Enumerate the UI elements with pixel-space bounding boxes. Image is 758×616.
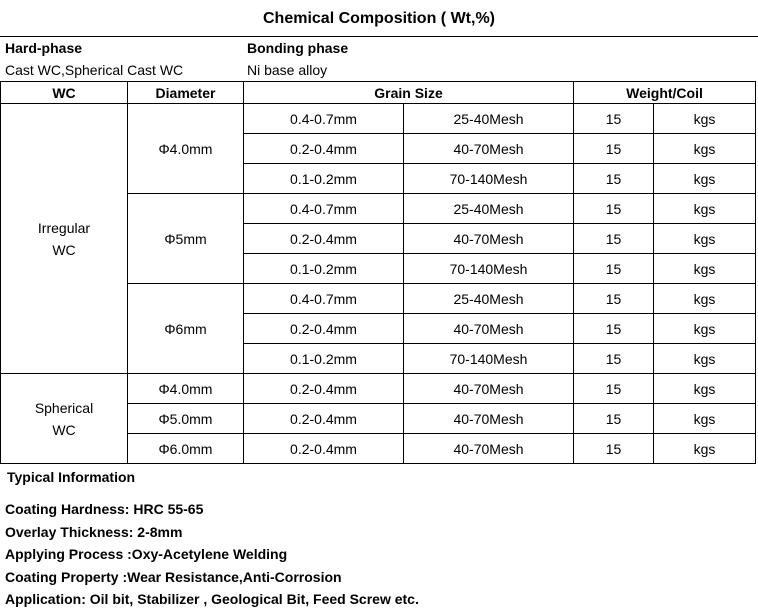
weight-unit-cell: kgs: [654, 104, 756, 134]
header-row: [1, 82, 756, 104]
composition-table: [0, 81, 756, 464]
weight-unit-cell: kgs: [654, 194, 756, 224]
diameter-cell: Φ6.0mm: [128, 434, 244, 464]
bonding-phase-value: Ni base alloy: [247, 62, 328, 78]
grain-size-mesh-cell: 40-70Mesh: [404, 404, 574, 434]
typical-info-line: Applying Process :Oxy-Acetylene Welding: [5, 546, 288, 562]
grain-size-mesh-cell: 40-70Mesh: [404, 314, 574, 344]
typical-info-line: Application: Oil bit, Stabilizer , Geological Bit, Feed Screw etc.: [5, 591, 419, 607]
grain-size-mesh-cell: 70-140Mesh: [404, 254, 574, 284]
weight-unit-cell: kgs: [654, 344, 756, 374]
weight-unit-cell: kgs: [654, 134, 756, 164]
grain-size-mm-cell: 0.2-0.4mm: [244, 134, 404, 164]
wc-type-line: WC: [52, 241, 76, 258]
weight-cell: 15: [574, 314, 654, 344]
hard-phase-value: Cast WC,Spherical Cast WC: [5, 62, 184, 78]
diameter-cell: Φ4.0mm: [128, 374, 244, 404]
grain-size-mesh-cell: 40-70Mesh: [404, 434, 574, 464]
grain-size-mesh-cell: 25-40Mesh: [404, 104, 574, 134]
diameter-cell: Φ5mm: [128, 194, 244, 284]
weight-unit-cell: kgs: [654, 434, 756, 464]
table-row: [1, 104, 756, 134]
wc-type-line: Spherical: [34, 399, 94, 416]
hard-phase-label: Hard-phase: [5, 40, 83, 56]
grain-size-mm-cell: 0.4-0.7mm: [244, 104, 404, 134]
typical-info-title: Typical Information: [7, 469, 136, 485]
grain-size-mesh-cell: 25-40Mesh: [404, 194, 574, 224]
page-title: Chemical Composition ( Wt,%): [263, 10, 495, 27]
grain-size-mm-cell: 0.2-0.4mm: [244, 224, 404, 254]
grain-size-mm-cell: 0.1-0.2mm: [244, 344, 404, 374]
typical-info-line: Overlay Thickness: 2-8mm: [5, 523, 183, 540]
weight-cell: 15: [574, 164, 654, 194]
weight-cell: 15: [574, 344, 654, 374]
grain-size-mesh-cell: 25-40Mesh: [404, 284, 574, 314]
weight-cell: 15: [574, 434, 654, 464]
grain-size-mesh-cell: 40-70Mesh: [404, 374, 574, 404]
grain-size-mm-cell: 0.4-0.7mm: [244, 284, 404, 314]
weight-unit-cell: kgs: [654, 164, 756, 194]
weight-cell: 15: [574, 374, 654, 404]
grain-size-mesh-cell: 40-70Mesh: [404, 134, 574, 164]
bonding-phase-label: Bonding phase: [247, 40, 349, 56]
diameter-cell: Φ4.0mm: [128, 104, 244, 194]
typical-info-line: Coating Property :Wear Resistance,Anti-Corrosion: [5, 568, 342, 585]
header-weight-coil: Weight/Coil: [574, 82, 756, 104]
weight-unit-cell: kgs: [654, 224, 756, 254]
grain-size-mesh-cell: 40-70Mesh: [404, 224, 574, 254]
grain-size-mm-cell: 0.1-0.2mm: [244, 254, 404, 284]
table-body: [1, 104, 756, 464]
grain-size-mm-cell: 0.2-0.4mm: [244, 434, 404, 464]
weight-cell: 15: [574, 404, 654, 434]
weight-cell: 15: [574, 194, 654, 224]
typical-info-list: [5, 498, 419, 611]
weight-cell: 15: [574, 104, 654, 134]
diameter-cell: Φ6mm: [128, 284, 244, 374]
wc-type-cell: [1, 104, 128, 374]
weight-unit-cell: kgs: [654, 314, 756, 344]
title-divider: [0, 36, 758, 37]
weight-unit-cell: kgs: [654, 374, 756, 404]
header-wc: WC: [1, 82, 128, 104]
wc-type-cell: [1, 374, 128, 464]
grain-size-mesh-cell: 70-140Mesh: [404, 344, 574, 374]
weight-cell: 15: [574, 284, 654, 314]
wc-type-line: WC: [52, 421, 76, 438]
grain-size-mm-cell: 0.4-0.7mm: [244, 194, 404, 224]
diameter-cell: Φ5.0mm: [128, 404, 244, 434]
grain-size-mm-cell: 0.1-0.2mm: [244, 164, 404, 194]
header-diameter: Diameter: [128, 82, 244, 104]
typical-info-line: Coating Hardness: HRC 55-65: [5, 501, 204, 517]
weight-cell: 15: [574, 254, 654, 284]
grain-size-mm-cell: 0.2-0.4mm: [244, 314, 404, 344]
grain-size-mm-cell: 0.2-0.4mm: [244, 404, 404, 434]
header-grain-size: Grain Size: [244, 82, 574, 104]
grain-size-mm-cell: 0.2-0.4mm: [244, 374, 404, 404]
weight-cell: 15: [574, 224, 654, 254]
grain-size-mesh-cell: 70-140Mesh: [404, 164, 574, 194]
weight-unit-cell: kgs: [654, 404, 756, 434]
weight-cell: 15: [574, 134, 654, 164]
weight-unit-cell: kgs: [654, 254, 756, 284]
wc-type-line: Irregular: [37, 219, 91, 236]
weight-unit-cell: kgs: [654, 284, 756, 314]
table-row: [1, 374, 756, 404]
